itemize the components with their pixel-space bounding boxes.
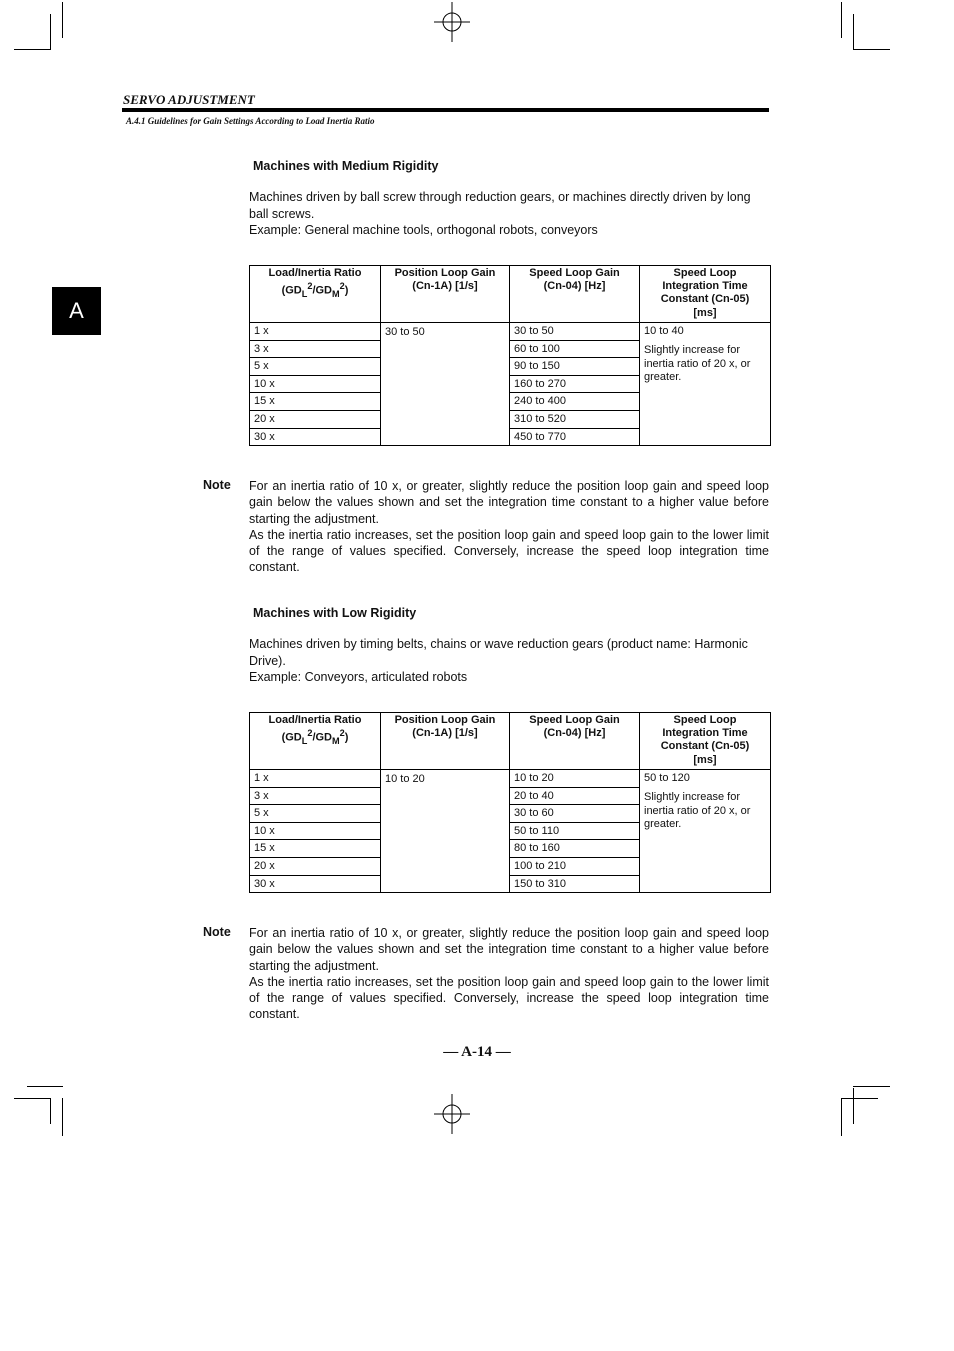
position-gain-cell: 10 to 20 — [381, 770, 510, 893]
position-gain-cell: 30 to 50 — [381, 323, 510, 446]
table-row — [250, 770, 771, 788]
ratio-cell: 3 x — [250, 787, 381, 805]
ratio-cell: 10 x — [250, 375, 381, 393]
speed-gain-cell: 30 to 60 — [510, 805, 640, 823]
low-rigidity-heading: Machines with Low Rigidity — [253, 606, 417, 620]
speed-gain-cell: 60 to 100 — [510, 340, 640, 358]
speed-gain-cell: 80 to 160 — [510, 840, 640, 858]
header-integration-time-constant: Speed Loop Integration Time Constant (Cn-05) [ms] — [640, 713, 771, 770]
speed-gain-cell: 20 to 40 — [510, 787, 640, 805]
note-paragraph: For an inertia ratio of 10 x, or greater, slightly reduce the position loop gain and speed loop gain below the values shown and set the integration time constant to a higher value before starting the adjustment. — [249, 926, 769, 973]
integration-time-value: 10 to 40 — [644, 325, 684, 337]
integration-time-cell — [640, 323, 771, 446]
speed-gain-cell: 310 to 520 — [510, 410, 640, 428]
low-note-text — [249, 925, 769, 1023]
ratio-cell: 20 x — [250, 857, 381, 875]
header-load-inertia-ratio: Load/Inertia Ratio $(GD_L^2/GD_M^2)$ — [250, 266, 381, 323]
ratio-cell: 30 x — [250, 428, 381, 446]
ratio-cell: 3 x — [250, 340, 381, 358]
medium-rigidity-heading: Machines with Medium Rigidity — [253, 159, 439, 173]
note-label: Note — [203, 925, 231, 939]
table-header-row — [250, 266, 771, 323]
section-title: SERVO ADJUSTMENT — [123, 92, 255, 107]
note-paragraph: As the inertia ratio increases, set the position loop gain and speed loop gain to the lower limit of the range of values specified. Conversely, increase the speed loop integration time constant. — [249, 527, 769, 575]
low-example-line: Example: Conveyors, articulated robots — [249, 670, 468, 684]
integration-time-cell — [640, 770, 771, 893]
page-number: — A-14 — — [443, 1044, 511, 1060]
speed-gain-cell: 50 to 110 — [510, 822, 640, 840]
subsection-title: A.4.1 Guidelines for Gain Settings According to Load Inertia Ratio — [126, 116, 375, 126]
medium-rigidity-table — [249, 265, 771, 446]
note-paragraph: As the inertia ratio increases, set the position loop gain and speed loop gain to the lower limit of the range of values specified. Conversely, increase the speed loop integration time constant. — [249, 974, 769, 1022]
integration-time-value: 50 to 120 — [644, 772, 690, 784]
medium-rigidity-description — [249, 189, 769, 239]
integration-time-note: Slightly increase for inertia ratio of 20 x, or greater. — [644, 344, 751, 383]
medium-desc-line: Machines driven by ball screw through reduction gears, or machines directly driven by long ball screws. — [249, 190, 751, 221]
ratio-cell: 5 x — [250, 358, 381, 376]
ratio-cell: 1 x — [250, 770, 381, 788]
integration-time-note: Slightly increase for inertia ratio of 20 x, or greater. — [644, 791, 751, 830]
note-paragraph: For an inertia ratio of 10 x, or greater, slightly reduce the position loop gain and speed loop gain below the values shown and set the integration time constant to a higher value before starting the adjustment. — [249, 479, 769, 526]
medium-example-line: Example: General machine tools, orthogonal robots, conveyors — [249, 223, 598, 237]
speed-gain-cell: 10 to 20 — [510, 770, 640, 788]
header-load-inertia-ratio: Load/Inertia Ratio $(GD_L^2/GD_M^2)$ — [250, 713, 381, 770]
speed-gain-cell: 90 to 150 — [510, 358, 640, 376]
header-rule — [122, 108, 769, 112]
note-label: Note — [203, 478, 231, 492]
ratio-cell: 5 x — [250, 805, 381, 823]
header-speed-loop-gain: Speed Loop Gain (Cn-04) [Hz] — [510, 713, 640, 770]
speed-gain-cell: 30 to 50 — [510, 323, 640, 341]
speed-gain-cell: 450 to 770 — [510, 428, 640, 446]
speed-gain-cell: 150 to 310 — [510, 875, 640, 893]
header-position-loop-gain: Position Loop Gain (Cn-1A) [1/s] — [381, 713, 510, 770]
header-integration-time-constant: Speed Loop Integration Time Constant (Cn-05) [ms] — [640, 266, 771, 323]
registration-mark-top — [432, 2, 472, 42]
low-rigidity-description — [249, 636, 769, 686]
ratio-cell: 30 x — [250, 875, 381, 893]
chapter-tab: A — [52, 287, 101, 335]
table-header-row — [250, 713, 771, 770]
ratio-cell: 20 x — [250, 410, 381, 428]
low-rigidity-table — [249, 712, 771, 893]
ratio-cell: 10 x — [250, 822, 381, 840]
ratio-cell: 1 x — [250, 323, 381, 341]
ratio-cell: 15 x — [250, 840, 381, 858]
low-desc-line: Machines driven by timing belts, chains or wave reduction gears (product name: Harmonic Drive). — [249, 637, 748, 668]
speed-gain-cell: 240 to 400 — [510, 393, 640, 411]
medium-note-text — [249, 478, 769, 576]
ratio-cell: 15 x — [250, 393, 381, 411]
speed-gain-cell: 160 to 270 — [510, 375, 640, 393]
table-row — [250, 323, 771, 341]
header-position-loop-gain: Position Loop Gain (Cn-1A) [1/s] — [381, 266, 510, 323]
speed-gain-cell: 100 to 210 — [510, 857, 640, 875]
registration-mark-bottom — [432, 1094, 472, 1134]
header-speed-loop-gain: Speed Loop Gain (Cn-04) [Hz] — [510, 266, 640, 323]
